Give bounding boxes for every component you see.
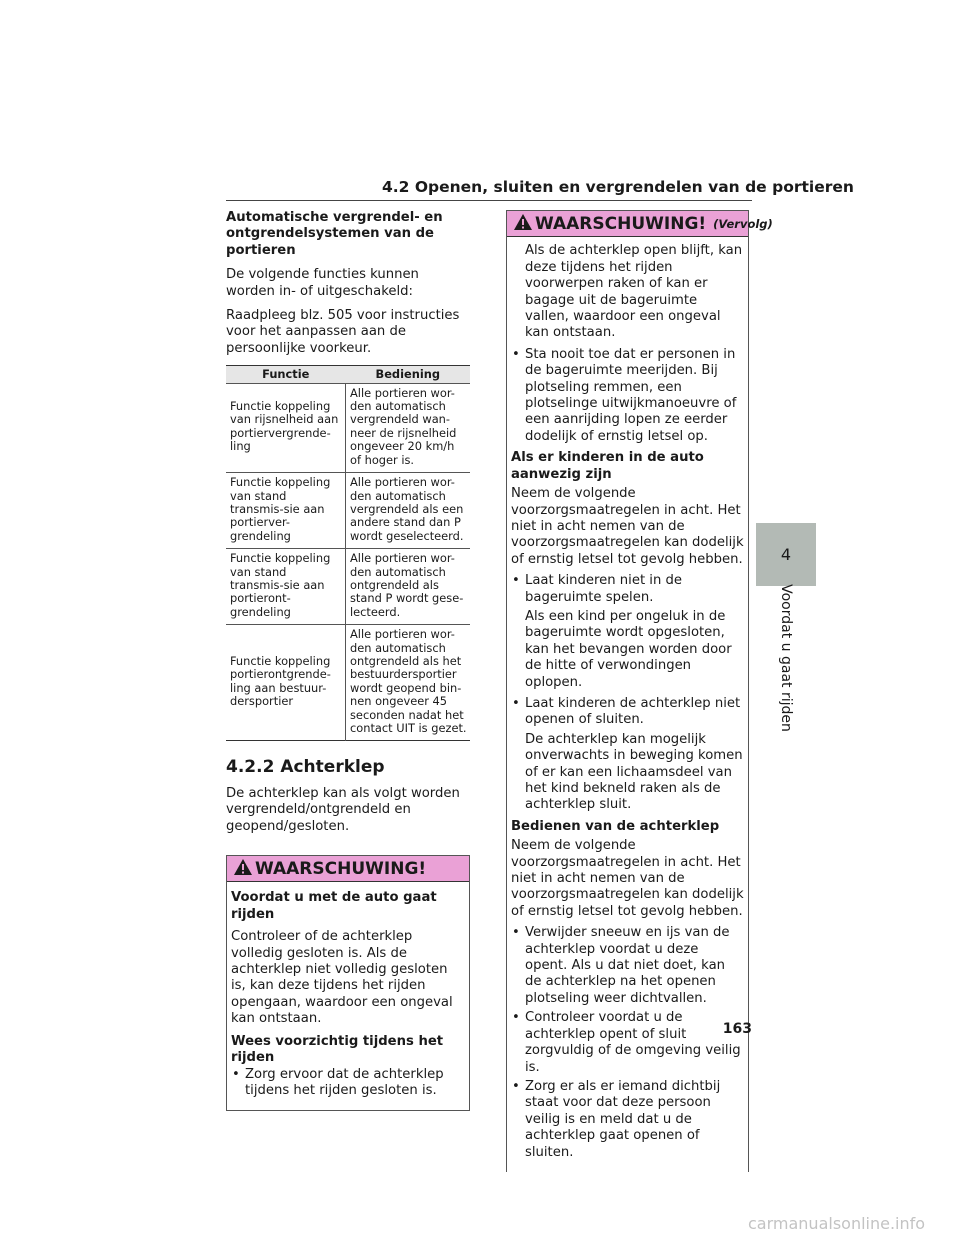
- right-column: [506, 210, 773, 1172]
- left-column: [226, 210, 470, 1111]
- list-item: • Laat kinderen de achterklep niet openen of sluiten.: [511, 696, 744, 729]
- table-row: [226, 625, 470, 741]
- subheading-kinderen: Als er kinderen in de auto aanwezig zijn: [511, 450, 704, 482]
- page-header-title: 4.2 Openen, sluiten en vergrendelen van de portieren: [382, 178, 854, 196]
- customization-paragraph: Raadpleeg blz. 505 voor instructies voor het aanpassen aan de persoonlijke voorkeur.: [226, 308, 460, 356]
- warning-triangle-icon: [233, 858, 253, 879]
- header-divider: [226, 200, 752, 201]
- watermark: carmanualsonline.info: [748, 1214, 926, 1233]
- warning-bullet-list: [511, 347, 744, 445]
- function-table: [226, 365, 470, 741]
- subheading-bedienen: Bedienen van de achterklep: [511, 818, 720, 834]
- list-item: • Zorg er als er iemand dichtbij staat voor dat deze persoon veilig is en meld dat u de achterklep gaat openen of sluiten.: [511, 1079, 744, 1161]
- table-row: [226, 383, 470, 472]
- page-number: 163: [722, 1021, 752, 1037]
- kinderen-bullet-list: [511, 573, 744, 606]
- section-heading-locks: Automatische vergrendel- en ontgrendelsystemen van de portieren: [226, 210, 443, 258]
- list-item: • Sta nooit toe dat er personen in de bageruimte meerijden. Bij plotseling remmen, een plotselinge uitwijkmanoeuvre of een aanrijding lopen ze eerder dodelijk of ernstig letsel op.: [511, 347, 744, 445]
- warning-box-continued: [506, 210, 773, 1172]
- warning-body: [227, 882, 469, 1110]
- warning-paragraph: Controleer of de achterklep volledig gesloten is. Als de achterklep niet volledig gesloten is, kan deze tijdens het rijden opengaan, waardoor een ongeval kan ontstaan.: [231, 929, 453, 1027]
- table-cell-operation: Alle portieren wor-den automatisch vergrendeld wan-neer de rijsnelheid ongeveer 20 km/h of hoger is.: [346, 383, 471, 472]
- list-item-subtext: Als een kind per ongeluk in de bageruimte wordt opgesloten, kan het bevangen worden door de hitte of verwondingen oplopen.: [525, 608, 732, 690]
- kinderen-bullet-list-2: [511, 696, 744, 729]
- chapter-tab: 4: [756, 523, 816, 586]
- table-header-bediening: Bediening: [346, 366, 471, 383]
- list-item: • Zorg ervoor dat de achterklep tijdens het rijden gesloten is.: [231, 1067, 465, 1100]
- list-item: • Verwijder sneeuw en ijs van de achterklep voordat u deze opent. Als u dat niet doet, kan de achterklep na het openen plotseling weer dichtvallen.: [511, 925, 744, 1007]
- warning-bullet-list: [231, 1067, 465, 1100]
- warning-subheading-1: Voordat u met de auto gaat rijden: [231, 890, 437, 922]
- intro-paragraph: De volgende functies kunnen worden in- of uitgeschakeld:: [226, 267, 419, 299]
- table-header-row: [226, 366, 470, 383]
- achterklep-intro: De achterklep kan als volgt worden vergrendeld/ontgrendeld en geopend/gesloten.: [226, 785, 460, 834]
- bedienen-paragraph: Neem de volgende voorzorgsmaatregelen in acht. Het niet in acht nemen van de voorzorgsmaatregelen kan dodelijk of ernstig letsel tot gevolg hebben.: [511, 838, 744, 919]
- table-row: [226, 549, 470, 625]
- list-item-subtext: De achterklep kan mogelijk onverwachts in beweging komen of er kan een lichaamsdeel van het kind bekneld raken als de achterklep sluit.: [525, 731, 743, 813]
- warning-subheading-2: Wees voorzichtig tijdens het rijden: [231, 1033, 444, 1066]
- table-cell-function: Functie koppeling van stand transmis-sie aan portieront-grendeling: [226, 549, 346, 625]
- warning-box: [226, 855, 470, 1111]
- table-cell-function: Functie koppeling van rijsnelheid aan portiervergrende-ling: [226, 383, 346, 472]
- continued-label: (Vervolg): [713, 216, 773, 231]
- bedienen-bullet-list: [511, 925, 744, 1161]
- warning-header: [507, 211, 773, 237]
- list-item: • Laat kinderen niet in de bageruimte spelen.: [511, 573, 744, 606]
- chapter-side-label: Voordat u gaat rijden: [778, 584, 794, 732]
- table-cell-operation: Alle portieren wor-den automatisch ontgrendeld als stand P wordt gese-lecteerd.: [346, 549, 471, 625]
- table-row: [226, 473, 470, 549]
- list-item: • Controleer voordat u de achterklep opent of sluit zorgvuldig of de omgeving veilig is.: [511, 1010, 744, 1076]
- warning-title: WAARSCHUWING!: [255, 858, 427, 879]
- table-cell-function: Functie koppeling van stand transmis-sie aan portierver-grendeling: [226, 473, 346, 549]
- table-cell-operation: Alle portieren wor-den automatisch vergrendeld als een andere stand dan P wordt geselecteerd.: [346, 473, 471, 549]
- table-header-functie: Functie: [226, 366, 346, 383]
- warning-header: [227, 856, 469, 882]
- table-cell-function: Functie koppeling portierontgrende-ling aan bestuur-dersportier: [226, 625, 346, 741]
- warning-body: [507, 237, 748, 1172]
- table-cell-operation: Alle portieren wor-den automatisch ontgrendeld als het bestuurdersportier wordt geopend bin-nen ongeveer 45 seconden nadat het contact UIT is gezet.: [346, 625, 471, 741]
- warning-continued-text: Als de achterklep open blijft, kan deze tijdens het rijden voorwerpen raken of kan er bagage uit de bageruimte vallen, waardoor een ongeval kan ontstaan.: [525, 243, 743, 341]
- warning-triangle-icon: [513, 213, 533, 234]
- kinderen-paragraph: Neem de volgende voorzorgsmaatregelen in acht. Het niet in acht nemen van de voorzorgsmaatregelen kan dodelijk of ernstig letsel tot gevolg hebben.: [511, 486, 744, 567]
- section-title-achterklep: 4.2.2 Achterklep: [226, 757, 385, 778]
- warning-title: WAARSCHUWING!: [535, 213, 707, 234]
